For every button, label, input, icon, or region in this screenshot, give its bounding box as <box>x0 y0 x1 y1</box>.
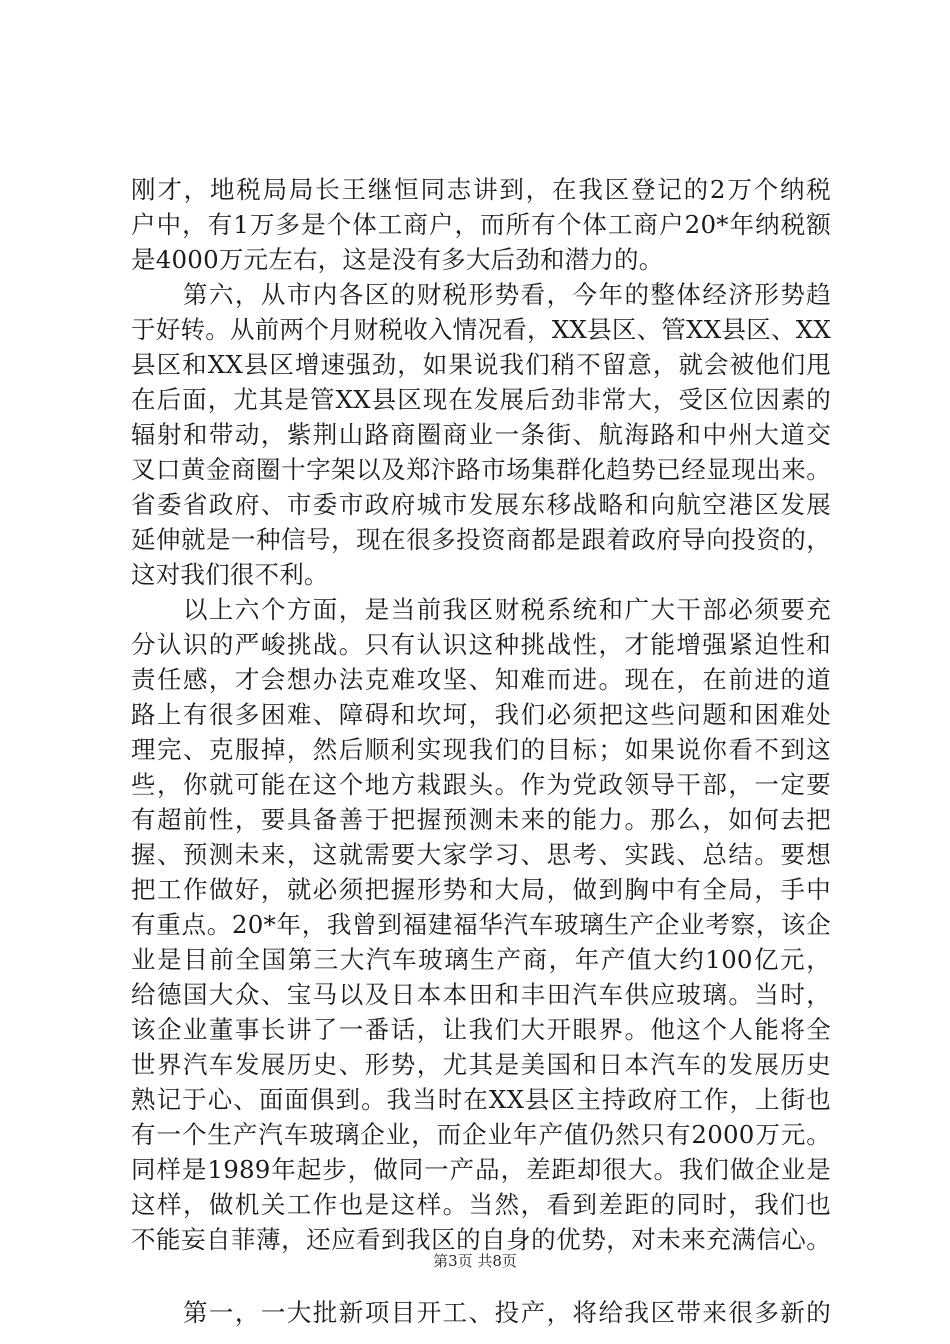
text-line: 辐射和带动，紫荆山路商圈商业一条街、航海路和中州大道交 <box>131 420 831 449</box>
text-line: 这样，做机关工作也是这样。当然，看到差距的同时，我们也 <box>131 1190 831 1219</box>
text-line: 路上有很多困难、障碍和坎坷，我们必须把这些问题和困难处 <box>131 700 831 729</box>
page-footer: 第3页 共8页 <box>433 1252 517 1270</box>
text-line: 分认识的严峻挑战。只有认识这种挑战性，才能增强紧迫性和 <box>131 630 831 659</box>
text-line: 在后面，尤其是管XX县区现在发展后劲非常大，受区位因素的 <box>131 385 831 414</box>
text-line: 县区和XX县区增速强劲，如果说我们稍不留意，就会被他们甩 <box>131 350 831 379</box>
text-line: 世界汽车发展历史、形势，尤其是美国和日本汽车的发展历史 <box>131 1050 831 1079</box>
text-line: 以上六个方面，是当前我区财税系统和广大干部必须要充 <box>131 595 831 624</box>
text-line: 省委省政府、市委市政府城市发展东移战略和向航空港区发展 <box>131 490 831 519</box>
text-line: 该企业董事长讲了一番话，让我们大开眼界。他这个人能将全 <box>131 1015 831 1044</box>
text-line: 有超前性，要具备善于把握预测未来的能力。那么，如何去把 <box>131 805 831 834</box>
text-line: 同样是1989年起步，做同一产品，差距却很大。我们做企业是 <box>131 1155 831 1184</box>
text-line: 不能妄自菲薄，还应看到我区的自身的优势，对未来充满信心。 <box>131 1225 831 1254</box>
text-line: 有一个生产汽车玻璃企业，而企业年产值仍然只有2000万元。 <box>131 1120 831 1149</box>
text-line: 握、预测未来，这就需要大家学习、思考、实践、总结。要想 <box>131 840 831 869</box>
text-line: 给德国大众、宝马以及日本本田和丰田汽车供应玻璃。当时， <box>131 980 831 1009</box>
text-line: 延伸就是一种信号，现在很多投资商都是跟着政府导向投资的， <box>131 525 831 554</box>
text-line: 有重点。20*年，我曾到福建福华汽车玻璃生产企业考察，该企 <box>131 910 831 939</box>
text-line: 理完、克服掉，然后顺利实现我们的目标；如果说你看不到这 <box>131 735 831 764</box>
text-line: 第一，一大批新项目开工、投产，将给我区带来很多新的 <box>131 1298 831 1327</box>
text-line: 于好转。从前两个月财税收入情况看，XX县区、管XX县区、XX <box>131 315 831 344</box>
text-line: 些，你就可能在这个地方栽跟头。作为党政领导干部，一定要 <box>131 770 831 799</box>
text-line: 熟记于心、面面俱到。我当时在XX县区主持政府工作，上街也 <box>131 1085 831 1114</box>
text-line: 第六，从市内各区的财税形势看，今年的整体经济形势趋 <box>131 280 831 309</box>
text-line: 业是目前全国第三大汽车玻璃生产商，年产值大约100亿元， <box>131 945 831 974</box>
text-line: 叉口黄金商圈十字架以及郑汴路市场集群化趋势已经显现出来。 <box>131 455 831 484</box>
text-line: 把工作做好，就必须把握形势和大局，做到胸中有全局，手中 <box>131 875 831 904</box>
text-line: 责任感，才会想办法克难攻坚、知难而进。现在，在前进的道 <box>131 665 831 694</box>
text-line: 是4000万元左右，这是没有多大后劲和潜力的。 <box>131 245 664 274</box>
text-line: 这对我们很不利。 <box>131 560 329 589</box>
text-line: 户中，有1万多是个体工商户，而所有个体工商户20*年纳税额 <box>131 210 831 239</box>
text-line: 刚才，地税局局长王继恒同志讲到，在我区登记的2万个纳税 <box>131 175 831 204</box>
body-text <box>131 172 831 1330</box>
